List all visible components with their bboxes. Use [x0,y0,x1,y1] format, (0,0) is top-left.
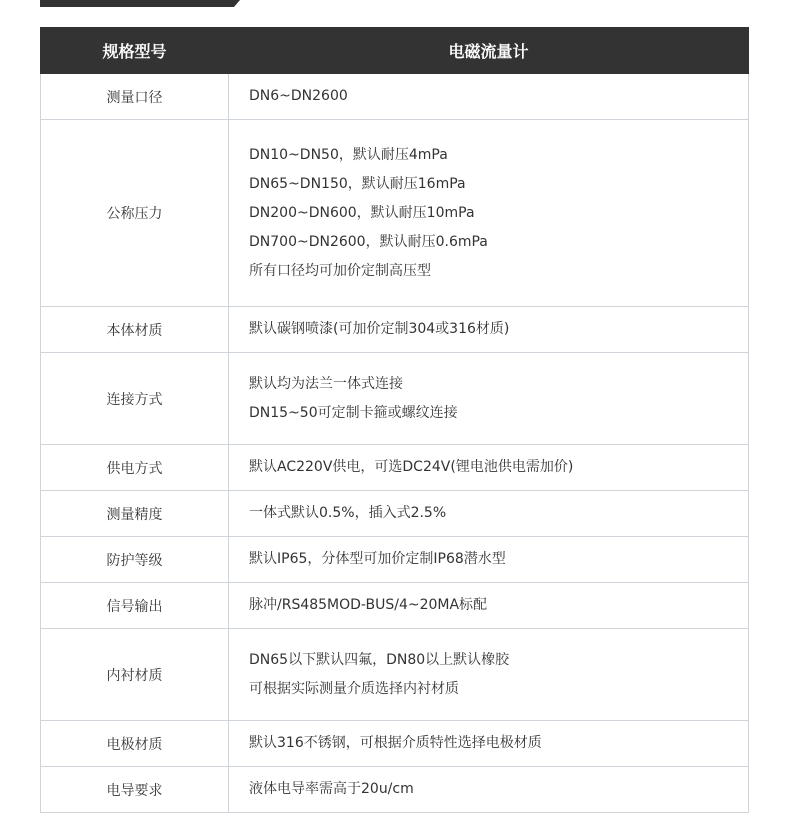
row-label: 电极材质 [41,721,229,767]
value-line: DN700~DN2600，默认耐压0.6mPa [249,233,488,250]
section-tab-decoration [40,0,240,7]
value-line: 一体式默认0.5%，插入式2.5% [249,505,447,521]
row-value [229,307,749,353]
table-row [41,445,749,491]
value-line: 默认AC220V供电，可选DC24V(锂电池供电需加价) [249,459,574,475]
row-label: 连接方式 [41,353,229,445]
value-line: DN10~DN50，默认耐压4mPa [249,146,448,163]
value-line: 脉冲/RS485MOD-BUS/4~20MA标配 [249,597,488,613]
table-row [41,120,749,307]
row-label: 供电方式 [41,445,229,491]
row-value [229,353,749,445]
value-line: 液体电导率需高于20u/cm [249,781,414,797]
value-line: DN65~DN150，默认耐压16mPa [249,175,466,192]
row-value [229,120,749,307]
value-line: 默认碳钢喷漆(可加价定制304或316材质) [249,321,510,337]
row-label: 防护等级 [41,537,229,583]
table-row [41,491,749,537]
value-line: DN200~DN600，默认耐压10mPa [249,204,475,221]
header-product-name: 电磁流量计 [229,28,749,74]
spec-table [40,27,749,813]
row-label: 电导要求 [41,767,229,813]
row-value [229,629,749,721]
table-row [41,353,749,445]
table-row [41,537,749,583]
table-row [41,583,749,629]
row-value [229,445,749,491]
row-label: 测量精度 [41,491,229,537]
value-line: 可根据实际测量介质选择内衬材质 [249,680,459,697]
row-label: 信号输出 [41,583,229,629]
table-row [41,629,749,721]
value-line: DN65以下默认四氟，DN80以上默认橡胶 [249,651,510,668]
row-label: 本体材质 [41,307,229,353]
row-value [229,537,749,583]
row-label: 测量口径 [41,74,229,120]
value-line: 默认IP65，分体型可加价定制IP68潜水型 [249,551,506,567]
row-value [229,721,749,767]
row-value [229,491,749,537]
row-label: 内衬材质 [41,629,229,721]
row-value [229,767,749,813]
table-row [41,721,749,767]
table-row [41,74,749,120]
table-header-row [41,28,749,74]
value-line: DN6~DN2600 [249,88,348,104]
table-row [41,767,749,813]
header-spec-model: 规格型号 [41,28,229,74]
row-value [229,583,749,629]
table-row [41,307,749,353]
value-line: 默认316不锈钢，可根据介质特性选择电极材质 [249,735,542,751]
value-line: 所有口径均可加价定制高压型 [249,262,431,279]
row-value [229,74,749,120]
value-line: DN15~50可定制卡箍或螺纹连接 [249,404,458,421]
value-line: 默认均为法兰一体式连接 [249,375,403,392]
row-label: 公称压力 [41,120,229,307]
